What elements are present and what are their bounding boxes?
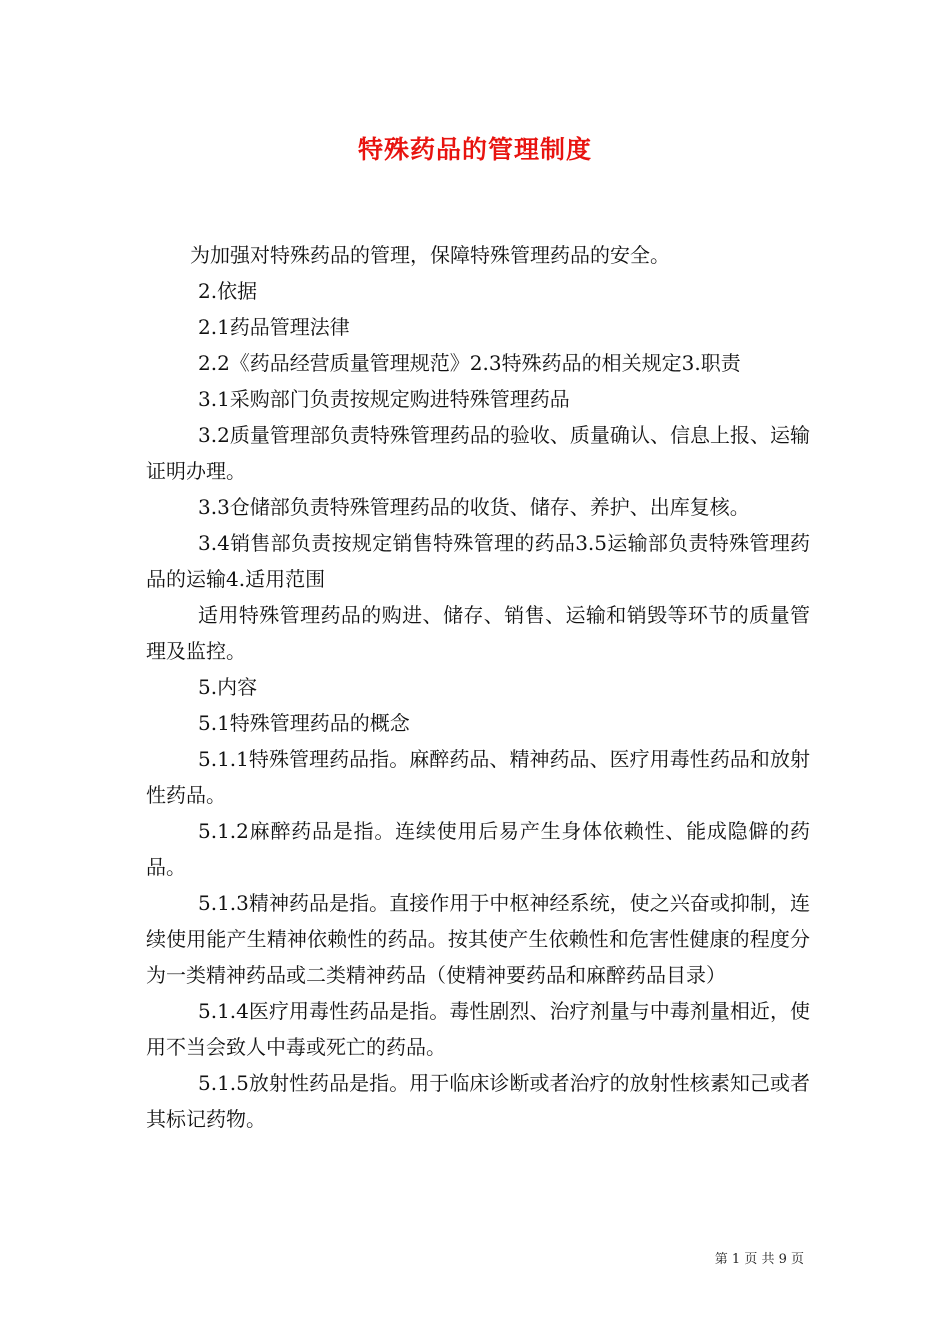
paragraph-duty-3-2: 3.2质量管理部负责特殊管理药品的验收、质量确认、信息上报、运输证明办理。 [146, 423, 810, 483]
paragraph-duty-3-1: 3.1采购部门负责按规定购进特殊管理药品 [198, 387, 570, 411]
paragraph-concept-5-1-4: 5.1.4医疗用毒性药品是指。毒性剧烈、治疗剂量与中毒剂量相近，使用不当会致人中毒或死亡的药品。 [146, 999, 810, 1059]
page-title: 特殊药品的管理制度 [357, 135, 592, 164]
document-body [146, 237, 810, 1137]
page-number: 第 1 页 共 9 页 [714, 1252, 804, 1267]
paragraph-duty-3-4: 3.4销售部负责按规定销售特殊管理的药品3.5运输部负责特殊管理药品的运输4.适用范围 [146, 531, 810, 591]
paragraph-basis-heading: 2.依据 [198, 279, 258, 303]
paragraph-scope: 适用特殊管理药品的购进、储存、销售、运输和销毁等环节的质量管理及监控。 [146, 603, 810, 663]
paragraph-purpose: 为加强对特殊药品的管理，保障特殊管理药品的安全。 [190, 243, 670, 267]
paragraph-concept-5-1-3: 5.1.3精神药品是指。直接作用于中枢神经系统，使之兴奋或抑制，连续使用能产生精神依赖性的药品。按其使产生依赖性和危害性健康的程度分为一类精神药品或二类精神药品（使精神要药品和麻醉药品目录） [146, 891, 810, 987]
paragraph-concept-5-1-1: 5.1.1特殊管理药品指。麻醉药品、精神药品、医疗用毒性药品和放射性药品。 [146, 747, 810, 807]
paragraph-basis-2-2: 2.2《药品经营质量管理规范》2.3特殊药品的相关规定3.职责 [198, 351, 741, 375]
paragraph-content-heading: 5.内容 [198, 675, 258, 699]
paragraph-duty-3-3: 3.3仓储部负责特殊管理药品的收货、储存、养护、出库复核。 [198, 495, 750, 519]
paragraph-basis-2-1: 2.1药品管理法律 [198, 315, 350, 339]
paragraph-concept-5-1: 5.1特殊管理药品的概念 [198, 711, 410, 735]
paragraph-concept-5-1-2: 5.1.2麻醉药品是指。连续使用后易产生身体依赖性、能成隐僻的药品。 [146, 819, 810, 879]
paragraph-concept-5-1-5: 5.1.5放射性药品是指。用于临床诊断或者治疗的放射性核素知己或者其标记药物。 [146, 1071, 810, 1131]
